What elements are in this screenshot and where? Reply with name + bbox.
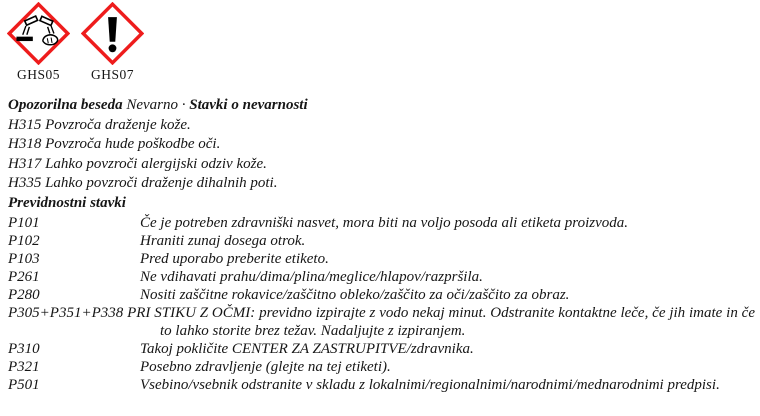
separator-dot: · <box>181 97 186 113</box>
signal-word: Nevarno <box>126 97 179 113</box>
precautionary-text: PRI STIKU Z OČMI: previdno izpirajte z vodo nekaj minut. Odstranite kontaktne leče, če jih imate in če to lahko storite brez težav. Nadaljujte z izpiranjem. <box>123 304 755 339</box>
signal-word-label: Opozorilna beseda <box>8 97 123 113</box>
hazard-statement-h317 <box>8 155 755 175</box>
precautionary-statement-p102 <box>8 232 755 250</box>
precautionary-text: Pred uporabo preberite etiketo. <box>140 250 329 267</box>
precautionary-statement-p103 <box>8 250 755 268</box>
signal-word-line <box>8 96 755 116</box>
precautionary-statement-p101 <box>8 214 755 232</box>
pictogram-ghs07 <box>81 2 144 82</box>
precautionary-statement-p280 <box>8 286 755 304</box>
precautionary-text: Nositi zaščitne rokavice/zaščitno obleko/zaščito za oči/zaščito za obraz. <box>140 286 570 303</box>
precautionary-code: P101 <box>8 214 40 231</box>
precautionary-statement-p261 <box>8 268 755 286</box>
precautionary-text: Hraniti zunaj dosega otrok. <box>140 232 306 249</box>
hazard-text: Lahko povzroči draženje dihalnih poti. <box>41 175 278 192</box>
hazard-code: H335 <box>8 175 42 192</box>
precautionary-text: Posebno zdravljenje (glejte na tej etiketi). <box>140 358 391 375</box>
hazard-text: Povzroča draženje kože. <box>41 116 191 133</box>
hazard-section <box>8 96 755 214</box>
hazard-statement-h315 <box>8 116 755 136</box>
hazard-text: Lahko povzroči alergijski odziv kože. <box>41 155 267 172</box>
precautionary-statements-list <box>8 214 755 394</box>
pictogram-ghs05 <box>7 2 70 82</box>
exclamation-mark-icon <box>81 2 144 65</box>
hazard-code: H318 <box>8 136 42 153</box>
precautionary-code: P103 <box>8 250 40 267</box>
precautionary-code: P305+P351+P338 <box>8 304 124 321</box>
precautionary-statement-p310 <box>8 340 755 358</box>
precautionary-code: P280 <box>8 286 40 303</box>
precautionary-statement-p305-p351-p338 <box>8 304 755 340</box>
precautionary-statement-p321 <box>8 358 755 376</box>
hazard-statements-heading: Stavki o nevarnosti <box>189 97 308 113</box>
precautionary-text: Če je potreben zdravniški nasvet, mora biti na voljo posoda ali etiketa proizvoda. <box>140 214 628 231</box>
precautionary-statement-p501 <box>8 376 755 394</box>
pictogram-label-ghs07: GHS07 <box>90 67 134 82</box>
precautionary-code: P261 <box>8 268 40 285</box>
hazard-statement-h318 <box>8 135 755 155</box>
precautionary-code: P102 <box>8 232 40 249</box>
precautionary-text: Ne vdihavati prahu/dima/plina/meglice/hlapov/razpršila. <box>140 268 483 285</box>
precautionary-code: P310 <box>8 340 40 357</box>
statements-text-block <box>8 96 755 394</box>
precautionary-text: Vsebino/vsebnik odstranite v skladu z lokalnimi/regionalnimi/narodnimi/mednarodnimi predpisi. <box>140 376 720 393</box>
pictogram-label-ghs05: GHS05 <box>16 67 60 82</box>
precautionary-text: Takoj pokličite CENTER ZA ZASTRUPITVE/zdravnika. <box>140 340 474 357</box>
precautionary-code: P321 <box>8 358 40 375</box>
hazard-statement-h335 <box>8 174 755 194</box>
hazard-statements-list <box>8 116 755 194</box>
ghs-pictograms <box>7 2 144 82</box>
hazard-text: Povzroča hude poškodbe oči. <box>41 136 221 153</box>
precautionary-heading: Previdnostni stavki <box>8 194 126 211</box>
hazard-code: H317 <box>8 155 42 172</box>
precautionary-code: P501 <box>8 376 40 393</box>
corrosion-icon <box>7 2 70 65</box>
hazard-code: H315 <box>8 116 42 133</box>
